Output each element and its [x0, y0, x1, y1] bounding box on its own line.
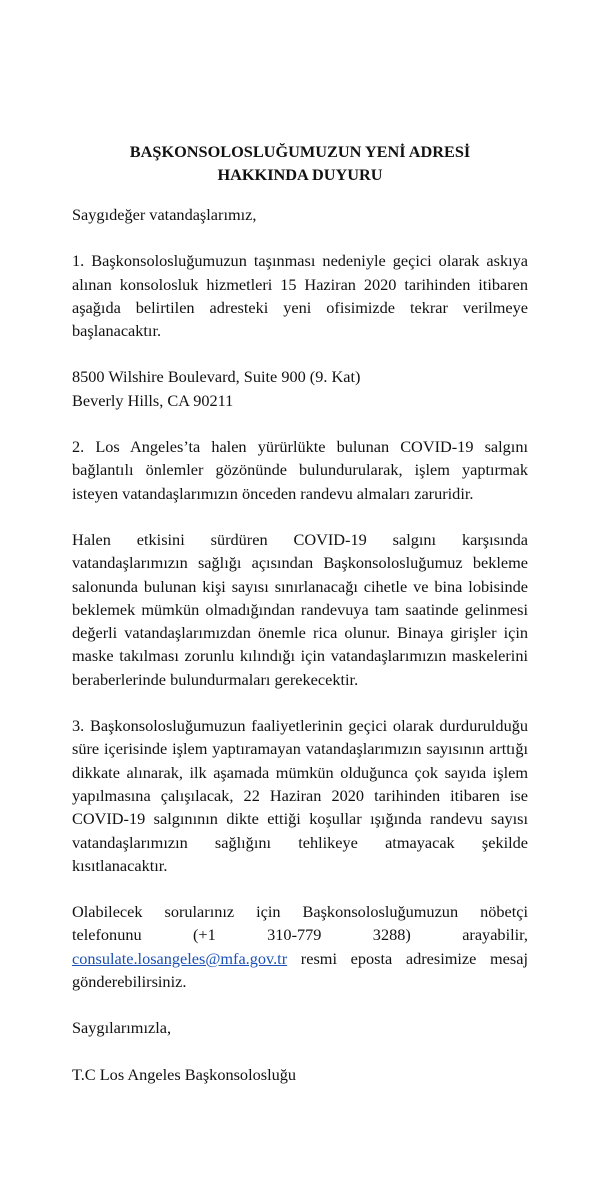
contact-text-after-email: resmi eposta adresimize mesaj gönderebilirsiniz.	[72, 948, 528, 992]
title-line-2: HAKKINDA DUYURU	[217, 165, 383, 184]
title-line-1: BAŞKONSOLOSLUĞUMUZUN YENİ ADRESİ	[129, 142, 471, 161]
closing: Saygılarımızla,	[72, 1018, 172, 1038]
address-line-1: 8500 Wilshire Boulevard, Suite 900 (9. Kat)	[72, 367, 361, 387]
document-title	[72, 140, 528, 186]
announcement-document	[72, 140, 528, 1086]
contact-text-after-phone: arayabilir,	[462, 925, 528, 945]
email-link[interactable]: consulate.losangeles@mfa.gov.tr	[72, 948, 288, 968]
address-line-2: Beverly Hills, CA 90211	[72, 390, 234, 410]
greeting: Saygıdeğer vatandaşlarımız,	[72, 205, 257, 224]
contact-paragraph	[72, 900, 528, 993]
paragraph-1: 1. Başkonsolosluğumuzun taşınması nedeniyle geçici olarak askıya alınan konsolosluk hizmetleri 15 Haziran 2020 tarihinden itibaren aşağıda belirtilen adresteki yeni ofisimizde tekrar verilmeye başlanacaktır.	[72, 251, 528, 341]
signature: T.C Los Angeles Başkonsolosluğu	[72, 1064, 297, 1084]
contact-text-before-phone: Olabilecek sorularınız için Başkonsolosluğumuzun nöbetçi telefonunu	[72, 902, 528, 945]
contact-phone: (+1 310-779 3288)	[193, 925, 411, 945]
paragraph-4: 3. Başkonsolosluğumuzun faaliyetlerinin geçici olarak durdurulduğu süre içerisinde işlem yaptıramayan vatandaşlarımızın sayısının arttığı dikkate alınarak, ilk aşamada mümkün olduğunca çok sayıda işlem yapılmasına çalışılacak, 22 Haziran 2020 tarihinden itibaren ise COVID-19 salgınının dikte ettiği koşullar ışığında randevu sayısı vatandaşlarımızın sağlığını tehlikeye atmayacak şekilde kısıtlanacaktır.	[72, 716, 528, 875]
paragraph-3: Halen etkisini sürdüren COVID-19 salgını karşısında vatandaşlarımızın sağlığı açısından Başkonsolosluğumuz bekleme salonunda bulunan kişi sayısı sınırlanacağı cihetle ve bina lobisinde beklemek mümkün olmadığından randevuya tam saatinde gelinmesi değerli vatandaşlarımızdan önemle rica olunur. Binaya girişler için maske takılması zorunlu kılındığı için vatandaşlarımızın maskelerini beraberlerinde bulundurmaları gerekecektir.	[72, 529, 528, 689]
paragraph-2: 2. Los Angeles’ta halen yürürlükte bulunan COVID-19 salgını bağlantılı önlemler gözönünde bulundurularak, işlem yaptırmak isteyen vatandaşlarımızın önceden randevu almaları zaruridir.	[72, 437, 528, 503]
address-block	[72, 365, 528, 412]
